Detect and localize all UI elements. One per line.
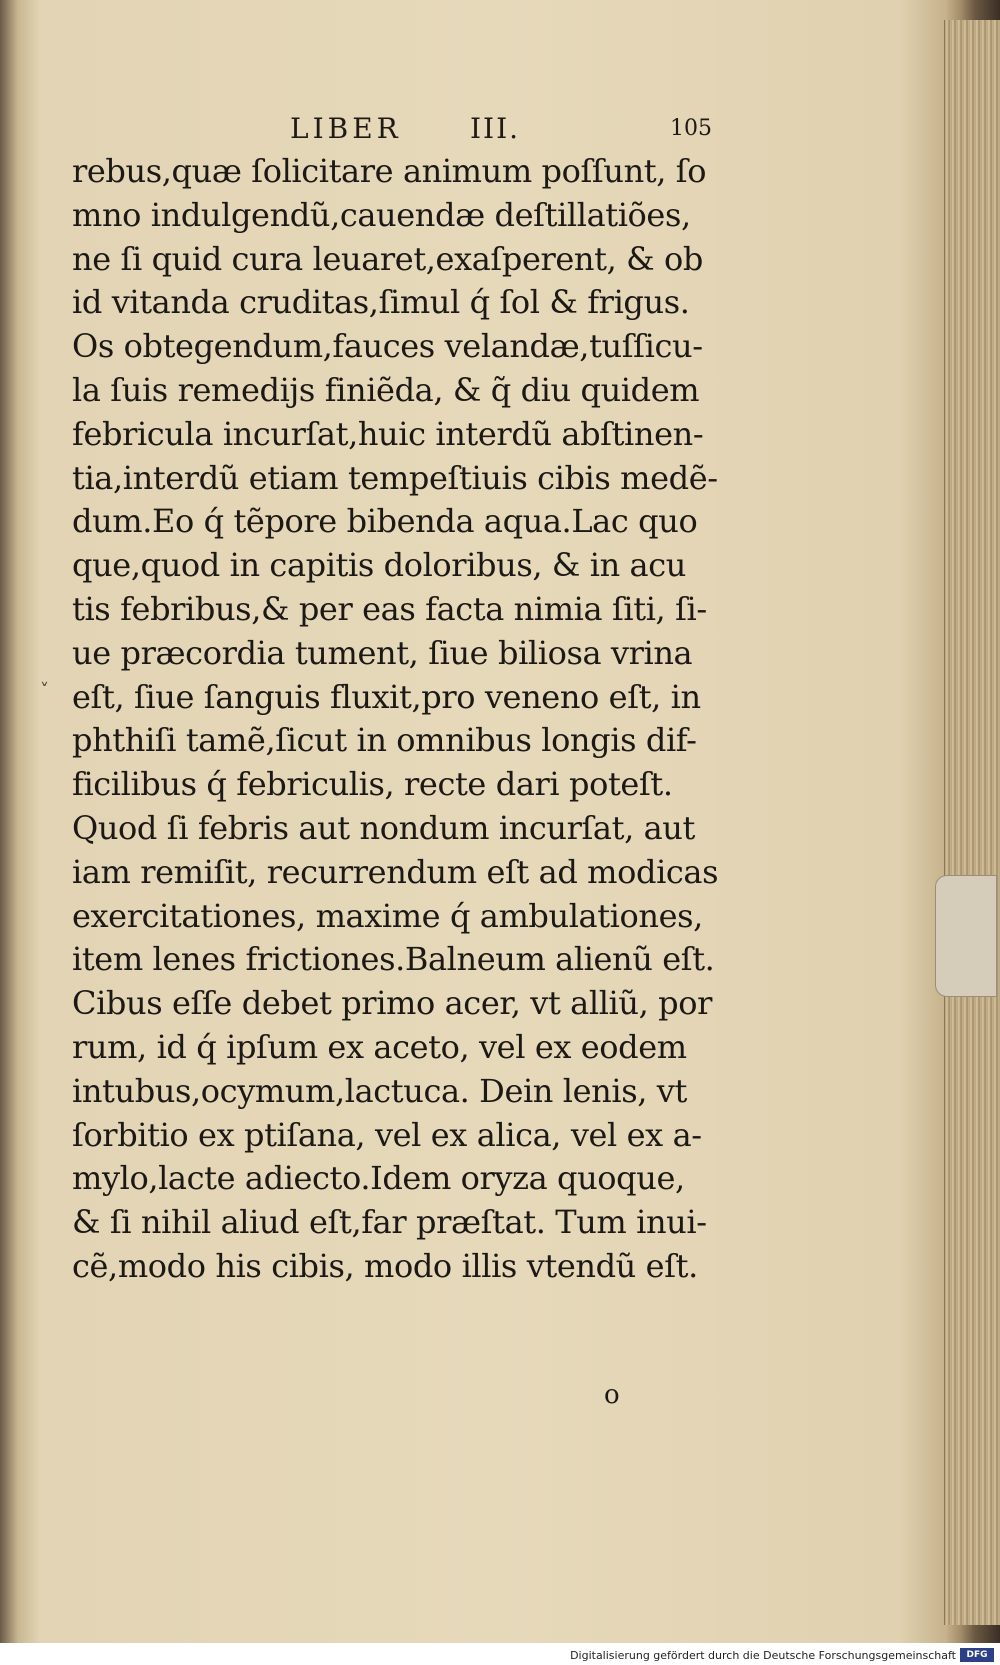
text-line: la ſuis remedijs finiẽda, & q̃ diu quidem — [72, 370, 700, 409]
text-line: mylo,lacte adiecto.Idem oryza quoque, — [72, 1159, 685, 1198]
text-line: eſt, ſiue ſanguis fluxit,pro veneno eſt, in — [72, 677, 701, 716]
running-head-book-number: III. — [470, 112, 521, 145]
page-edges — [944, 20, 1000, 1625]
margin-mark: ˅ — [40, 680, 49, 701]
text-line: id vitanda cruditas,ſimul q́ ſol & frigus. — [72, 283, 690, 322]
page-tab-marker — [935, 875, 997, 997]
text-line: exercitationes, maxime q́ ambulationes, — [72, 896, 703, 935]
text-line: ficilibus q́ febriculis, recte dari poteſt. — [72, 765, 673, 804]
text-line: mno indulgendũ,cauendæ deſtillatiões, — [72, 195, 691, 234]
text-line: phthiſi tamẽ,ſicut in omnibus longis dif- — [72, 721, 697, 760]
text-line: febricula incurſat,huic interdũ abſtinen- — [72, 414, 704, 453]
text-line: tis febribus,& per eas facta nimia ſiti, ſi- — [72, 589, 707, 628]
body-text — [72, 150, 762, 1289]
running-head-title: LIBER — [290, 112, 402, 145]
text-line: ſorbitio ex ptiſana, vel ex alica, vel ex a- — [72, 1115, 702, 1154]
catchword: o — [604, 1380, 620, 1410]
text-line: intubus,ocymum,lactuca. Dein lenis, vt — [72, 1071, 687, 1110]
text-line: ne ſi quid cura leuaret,exaſperent, & ob — [72, 239, 703, 278]
dfg-logo: DFG — [960, 1648, 994, 1662]
digitization-footer — [0, 1643, 1000, 1665]
text-line: Quod ſi febris aut nondum incurſat, aut — [72, 808, 695, 847]
text-line: Cibus eſſe debet primo acer, vt alliũ, por — [72, 984, 712, 1023]
text-line: Os obtegendum,fauces velandæ,tuſſicu- — [72, 327, 703, 366]
folio-number: 105 — [670, 116, 712, 141]
text-line: dum.Eo q́ tẽpore bibenda aqua.Lac quo — [72, 502, 698, 541]
text-line: item lenes frictiones.Balneum alienũ eſt. — [72, 940, 715, 979]
text-line: rum, id q́ ipſum ex aceto, vel ex eodem — [72, 1027, 687, 1066]
text-line: ue præcordia tument, ſiue biliosa vrina — [72, 633, 693, 672]
text-line: cẽ,modo his cibis, modo illis vtendũ eſt. — [72, 1246, 698, 1285]
text-line: tia,interdũ etiam tempeſtiuis cibis medẽ- — [72, 458, 718, 497]
text-line: rebus,quæ ſolicitare animum poſſunt, ſo — [72, 152, 707, 190]
running-head — [70, 112, 750, 148]
text-line: iam remiſit, recurrendum eſt ad modicas — [72, 852, 719, 891]
text-line: que,quod in capitis doloribus, & in acu — [72, 546, 686, 585]
text-line: & ſi nihil aliud eſt,far præſtat. Tum inui- — [72, 1203, 707, 1242]
footer-credit: Digitalisierung gefördert durch die Deutsche Forschungsgemeinschaft — [570, 1649, 956, 1662]
